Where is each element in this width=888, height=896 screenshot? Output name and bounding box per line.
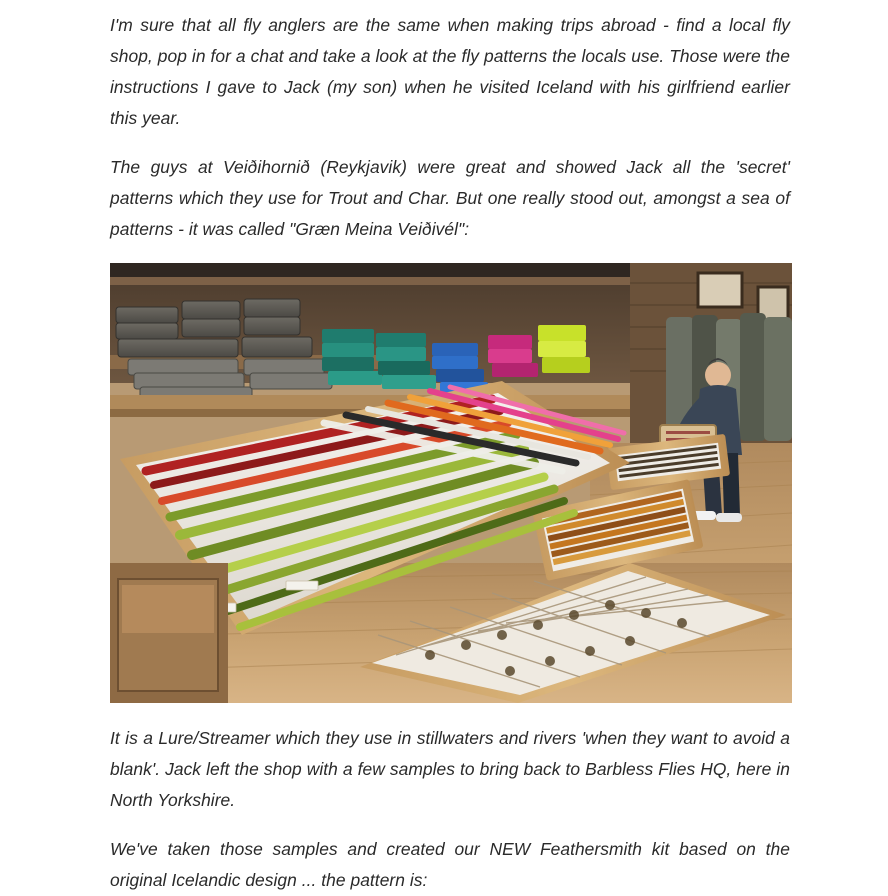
paragraph-1: I'm sure that all fly anglers are the same when making trips abroad - find a local fly shop, pop in for a chat and take a look at the fly patterns the locals use. Those were the instructions I gave to Jack (my son) when he visited Iceland with his girlfriend earlier this year. bbox=[110, 15, 790, 128]
paragraph-2: The guys at Veiðihornið (Reykjavik) were great and showed Jack all the 'secret' patterns which they use for Trout and Char. But one really stood out, amongst a sea of patterns - it was called "Græn Meina Veiðivél": bbox=[110, 157, 790, 239]
fly-shop-photo bbox=[110, 263, 792, 703]
paragraph-4: We've taken those samples and created our NEW Feathersmith kit based on the original Icelandic design ... the pattern is: bbox=[110, 839, 790, 890]
paragraph-3: It is a Lure/Streamer which they use in stillwaters and rivers 'when they want to avoid a blank'. Jack left the shop with a few samples to bring back to Barbless Flies HQ, here in North Yorkshire. bbox=[110, 728, 790, 810]
